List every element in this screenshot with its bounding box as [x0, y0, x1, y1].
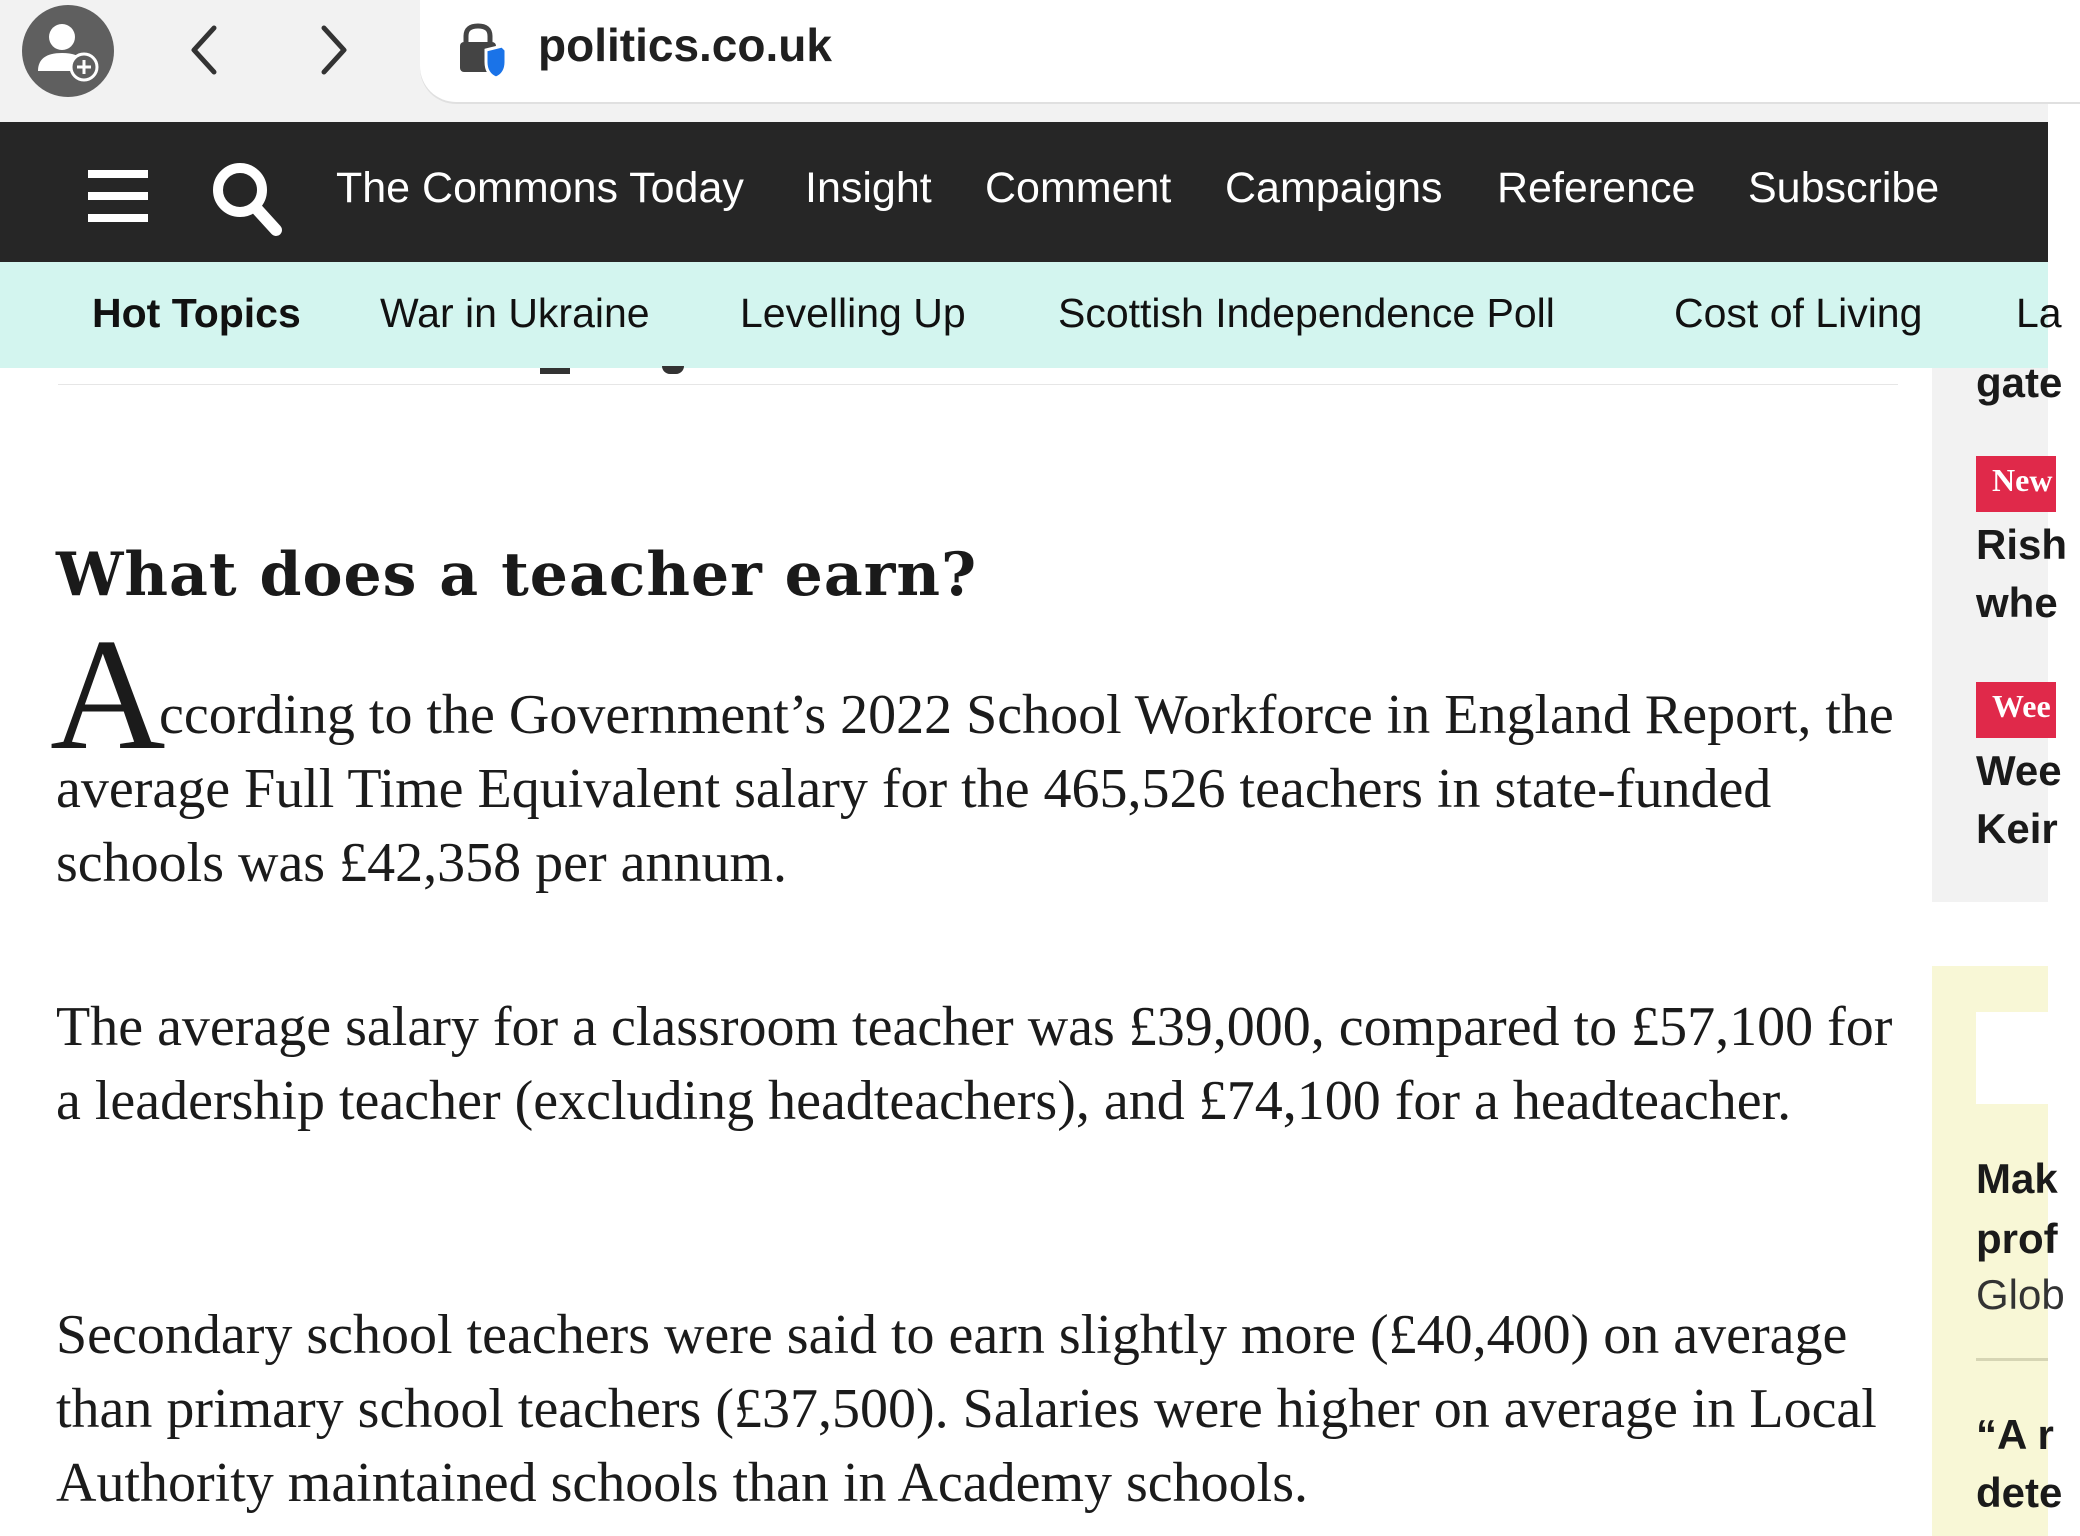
sidebar-category-tag: Wee — [1976, 682, 2056, 738]
nav-the-commons-today[interactable]: The Commons Today — [336, 164, 744, 212]
hot-topic-cost-of-living[interactable]: Cost of Living — [1674, 290, 1923, 336]
sidebar-headline[interactable]: Keir — [1976, 805, 2058, 852]
hot-topics-bar — [0, 262, 2062, 368]
section-divider — [58, 384, 1898, 385]
url-text[interactable]: politics.co.uk — [538, 19, 832, 71]
sidebar-promo-title[interactable]: Mak — [1976, 1155, 2058, 1202]
sidebar-quote[interactable]: “A r — [1976, 1411, 2054, 1458]
sidebar-category-tag: New — [1976, 456, 2056, 512]
hot-topic-scottish-independence-poll[interactable]: Scottish Independence Poll — [1058, 290, 1555, 336]
paragraph-text: ccording to the Government’s 2022 School Workforce in England Report, the average Full Time Equivalent salary for the 465,526 teachers in state-funded schools was £42,358 per annum. — [56, 684, 1894, 894]
sidebar-promo-title[interactable]: prof — [1976, 1215, 2058, 1262]
lock-shield-icon — [456, 22, 508, 80]
main-navigation — [0, 122, 2048, 262]
nav-subscribe[interactable]: Subscribe — [1748, 164, 1940, 212]
sidebar-promo-image — [1976, 1012, 2048, 1104]
drop-cap: A — [50, 605, 166, 783]
hot-topic-cut-off[interactable]: La — [2016, 290, 2062, 336]
sidebar-headline[interactable]: whe — [1976, 579, 2058, 626]
hot-topic-war-in-ukraine[interactable]: War in Ukraine — [380, 290, 650, 336]
back-chevron-icon[interactable] — [170, 12, 240, 88]
nav-comment[interactable]: Comment — [985, 164, 1172, 212]
nav-campaigns[interactable]: Campaigns — [1225, 164, 1443, 212]
menu-icon[interactable] — [88, 170, 148, 222]
sidebar-quote[interactable]: dete — [1976, 1469, 2063, 1516]
hot-topic-levelling-up[interactable]: Levelling Up — [740, 290, 966, 336]
browser-toolbar — [0, 0, 2048, 122]
cut-off-text-fragment — [662, 366, 684, 374]
nav-insight[interactable]: Insight — [805, 164, 932, 212]
sidebar-divider — [1976, 1358, 2048, 1361]
article-paragraph: The average salary for a classroom teacher was £39,000, compared to £57,100 for a leadership teacher (excluding headteachers), and £74,100 for a headteacher. — [56, 996, 1893, 1132]
forward-chevron-icon[interactable] — [298, 12, 368, 88]
cut-off-text-fragment — [540, 368, 570, 374]
article-paragraph: Secondary school teachers were said to earn slightly more (£40,400) on average than primary school teachers (£37,500). Salaries were higher on average in Local Authority maintained schools than in Academy schools. — [56, 1304, 1877, 1514]
sidebar-promo-source: Glob — [1976, 1271, 2065, 1318]
sidebar-text-fragment[interactable]: gate — [1976, 359, 2063, 406]
sidebar-headline[interactable]: Rish — [1976, 521, 2068, 568]
search-icon[interactable] — [208, 158, 284, 238]
sidebar-headline[interactable]: Wee — [1976, 747, 2062, 794]
article-paragraph — [56, 678, 1896, 900]
hot-topics-label: Hot Topics — [92, 290, 301, 336]
nav-reference[interactable]: Reference — [1497, 164, 1696, 212]
profile-add-user-icon[interactable] — [22, 5, 114, 97]
article-heading: What does a teacher earn? — [56, 540, 978, 610]
